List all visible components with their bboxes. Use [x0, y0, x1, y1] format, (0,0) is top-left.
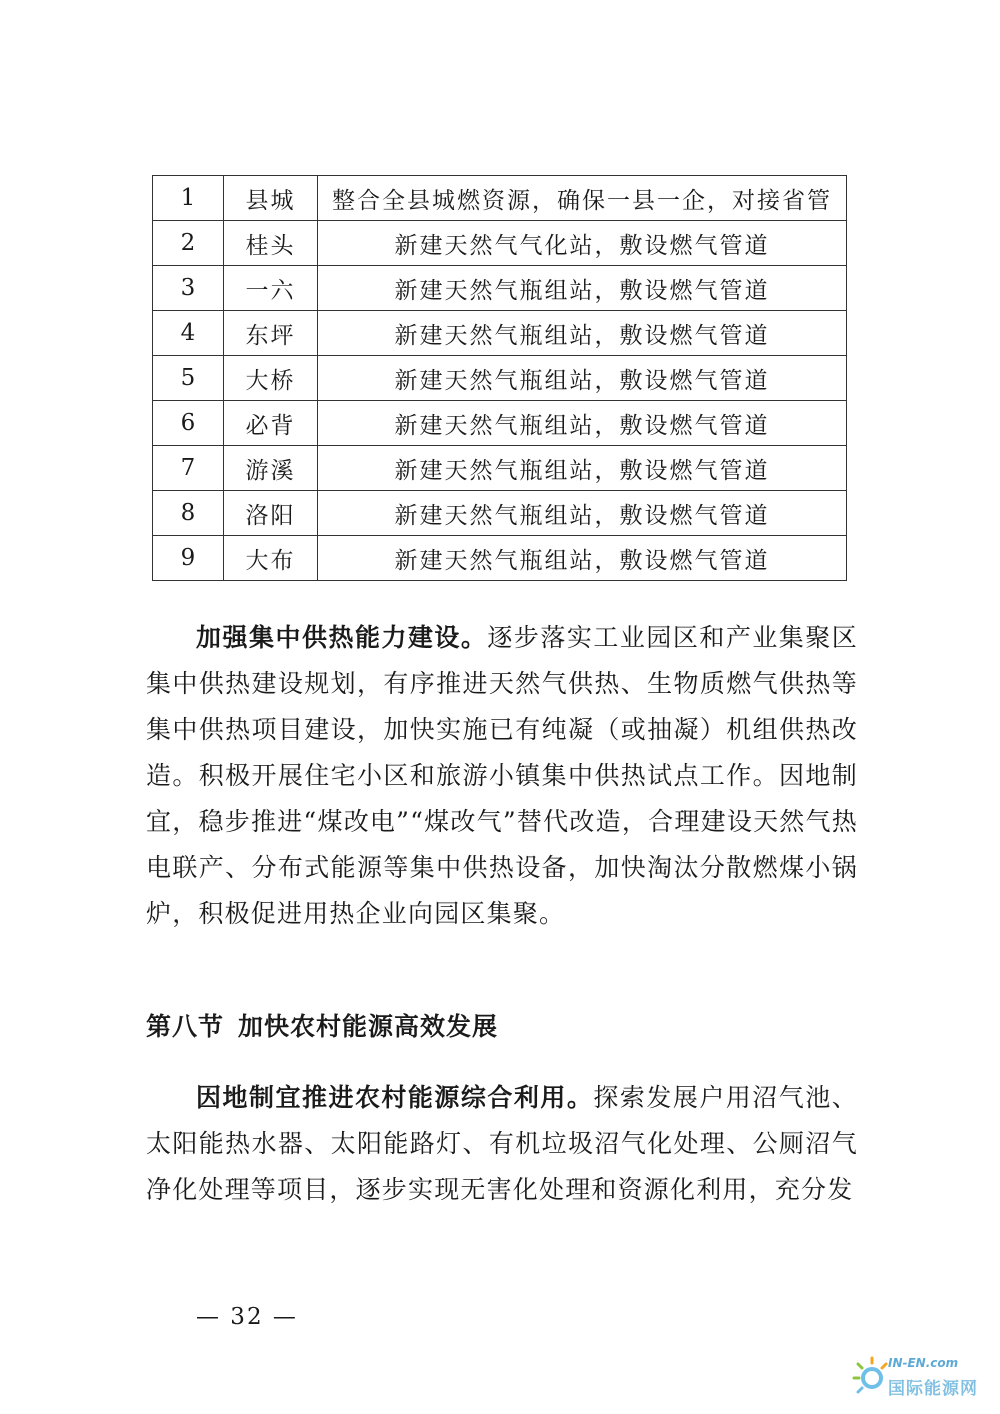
row-town: 一六	[224, 266, 318, 311]
row-description: 新建天然气瓶组站，敷设燃气管道	[318, 356, 847, 401]
heating-paragraph	[146, 615, 858, 937]
page-number: — 32 —	[196, 1304, 298, 1330]
row-town: 大桥	[224, 356, 318, 401]
table-row	[153, 311, 847, 356]
watermark-logo	[852, 1352, 992, 1404]
row-number: 9	[153, 536, 224, 581]
row-number: 5	[153, 356, 224, 401]
row-town: 大布	[224, 536, 318, 581]
row-description: 新建天然气瓶组站，敷设燃气管道	[318, 266, 847, 311]
row-town: 桂头	[224, 221, 318, 266]
row-description: 新建天然气瓶组站，敷设燃气管道	[318, 536, 847, 581]
row-number: 2	[153, 221, 224, 266]
paragraph-lead: 因地制宜推进农村能源综合利用。	[196, 1083, 594, 1112]
row-description: 新建天然气瓶组站，敷设燃气管道	[318, 446, 847, 491]
row-description: 新建天然气瓶组站，敷设燃气管道	[318, 401, 847, 446]
section-heading	[146, 1007, 498, 1043]
section-number: 第八节	[146, 1012, 225, 1041]
table-row	[153, 266, 847, 311]
table-row	[153, 401, 847, 446]
row-town: 洛阳	[224, 491, 318, 536]
paragraph-lead: 加强集中供热能力建设。	[196, 623, 488, 652]
table-row	[153, 356, 847, 401]
table-row	[153, 221, 847, 266]
table-row	[153, 446, 847, 491]
paragraph-body: 逐步落实工业园区和产业集聚区集中供热建设规划，有序推进天然气供热、生物质燃气供热等集中供热项目建设，加快实施已有纯凝（或抽凝）机组供热改造。积极开展住宅小区和旅游小镇集中供热试点工作。因地制宜，稳步推进“煤改电”“煤改气”替代改造，合理建设天然气热电联产、分布式能源等集中供热设备，加快淘汰分散燃煤小锅炉，积极促进用热企业向园区集聚。	[146, 623, 858, 928]
row-town: 县城	[224, 176, 318, 221]
row-number: 1	[153, 176, 224, 221]
row-town: 游溪	[224, 446, 318, 491]
paragraph-body: 探索发展户用沼气池、太阳能热水器、太阳能路灯、有机垃圾沼气化处理、公厕沼气净化处理等项目，逐步实现无害化处理和资源化利用，充分发	[146, 1083, 858, 1204]
row-number: 7	[153, 446, 224, 491]
table-body	[153, 176, 847, 581]
row-description: 新建天然气瓶组站，敷设燃气管道	[318, 491, 847, 536]
row-description: 整合全县城燃资源，确保一县一企，对接省管	[318, 176, 847, 221]
gas-project-table	[152, 175, 847, 581]
row-number: 3	[153, 266, 224, 311]
row-number: 6	[153, 401, 224, 446]
watermark-brand-cn: 国际能源网	[888, 1379, 978, 1399]
row-number: 8	[153, 491, 224, 536]
row-town: 必背	[224, 401, 318, 446]
row-town: 东坪	[224, 311, 318, 356]
row-description: 新建天然气气化站，敷设燃气管道	[318, 221, 847, 266]
row-number: 4	[153, 311, 224, 356]
section-title: 加快农村能源高效发展	[238, 1012, 499, 1041]
watermark-brand: IN-EN.com	[888, 1356, 959, 1370]
table-row	[153, 491, 847, 536]
table-row	[153, 536, 847, 581]
table-row	[153, 176, 847, 221]
rural-energy-paragraph	[146, 1075, 858, 1213]
row-description: 新建天然气瓶组站，敷设燃气管道	[318, 311, 847, 356]
